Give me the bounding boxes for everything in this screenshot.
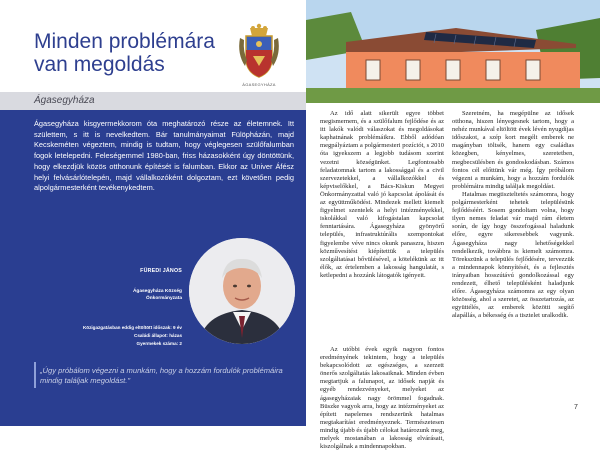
profile-name: FÜREDI JÁNOS bbox=[140, 268, 182, 274]
pull-quote: „Úgy próbálom végezni a munkám, hogy a hozzám fordulók problémáira mindig találjak megoldást." bbox=[40, 366, 283, 385]
body-paragraph: Hatalmas megtiszteltetés számomra, hogy polgármesterként tehetek településünk fejlődéséért. Sosem gondoltam volna, hogy ilyen nemes feladat vár majd rám életem során, de így hogy összefogással haladunk előre, egyre sikeresebbek vagyunk. Ágasegyháza nagy lehetőségekkel rendelkezik, továbbra is kiemelt számomra. Törekszünk a település fejlődésére, tervezzük a mindennapok könnyítését, és a fejlesztés irányaiban hosszútávú gondolkozással egy rendezett, élhető településként haladjunk előre. Ágasegyháza számomra az egy olyan közösség, ahol a szeretet, az összetartozás, az együttélés, az emberek közötti segítő alapállás, a békesség és a tisztelet uralkodik. bbox=[452, 190, 574, 320]
body-paragraph: Az idő alatt sikerült egyre többet megismernem, és a szülőfalum fejlődése és az itt lakók valódi válaszokat és megoldásokat kaphatnának problémáikra. Ebből adódóan megpályáztam a polgármesteri pozíciót, s 2010 óta igyekszem a legjobb tudásom szerint vezetni községünket. Legfontosabb feladatomnak tartom a lakossággal és a civil szervezetekkel, a vállalkozókkel és képviselőkkel, a Bács-Kiskun Megyei Önkormányzattal való jó kapcsolat ápolását és az együttműködést. Mindezek mellett kiemelt figyelmet szentelek a helyi intézményekkel, iskolákkal való kifogástalan kapcsolat fenntartására. Ágasegyháza gyönyörű település, infrastruktúrális szempontokat figyelembe véve nincs okunk panaszra, hiszen közművesítést kiépítettük a település szolgáltatásai bővülésével, a kötelékünk az itt élők, az értelemben a lakosság hangulatát, s ketlepedni a hozzánk látogatók igényeit. bbox=[320, 110, 444, 279]
profile-role bbox=[96, 288, 182, 302]
mayor-portrait bbox=[189, 238, 295, 344]
coat-of-arms-icon bbox=[236, 20, 282, 80]
body-paragraph: Az utóbbi évek egyik nagyon fontos eredményének tekintem, hogy a település bekapcsolódott az egészséges, a szerzett önerős szolgáltatás lakosaiknak. Minden évben megtartjuk a falunapot, az idősek napját és egyéb rendezvényeket, melyeket az ágasegyházaiak nagy örömmel fogadnak. Büszke vagyok arra, hogy az intézményeket az épített napelemes rendszerünk hatalmas megtakarítást eredményeznek. Természetesen mindig újabb és újabb célokat határozunk meg, melyek mostanában a lakosság elvárásait, kiszolgálnak a mindennapokban. bbox=[320, 346, 444, 451]
body-column-1-bottom bbox=[320, 346, 444, 451]
page-title bbox=[34, 30, 234, 76]
title-line-2: van megoldás bbox=[34, 53, 165, 76]
profile-meta-service: Közigazgatásban eddig eltöltött időszak: 9 év bbox=[82, 325, 182, 330]
profile-meta-family: Családi állapot: házas bbox=[134, 333, 182, 338]
profile-role-line-1: Ágasegyháza Község bbox=[132, 289, 182, 294]
body-paragraph: Szeretném, ha megépülne az idősek otthona, hiszen lényegesnek tartom, hogy a nehéz munkával eltöltött évek lévén nyugdíjas időszakot, a szép kort megélt emberek ne magányban töltsék, hanem egy családias közegben, kényelmes, szeretetben, megbecsülésben és gondoskodásban. Számos fontos cél előttünk vár még. Így próbálom végezni a munkám, hogy a hozzám fordulók problémáira mindig találjak megoldást. bbox=[452, 110, 574, 190]
body-column-2 bbox=[452, 110, 574, 320]
crest-caption: ÁGASEGYHÁZA bbox=[242, 82, 276, 87]
profile-role-line-2: Önkormányzata bbox=[146, 296, 182, 301]
profile-meta-children: Gyermekek száma: 2 bbox=[136, 341, 182, 346]
building-photo bbox=[306, 0, 600, 103]
intro-text: Ágasegyháza kisgyermekkorom óta meghatározó része az életemnek. Itt születtem, s itt is nevelkedtem. Bár tanulmányaimat Fülöpházán, majd Kecskeméten végeztem, mindig is tudtam, hogy véglegesen szülőfalumban fogok letelepedni. Feleségemmel 1980-ban, friss házasokként úgy döntöttünk, hogy elkezdjük közös otthonunk építését is falumban. Ekkor az Univer Áfész helyi felvásárlótelepén, majd vállalkozóként dolgoztam, ezt követően pedig alpolgármesterként tevékenykedtem. bbox=[34, 119, 294, 193]
page-number: 7 bbox=[574, 404, 578, 411]
title-line-1: Minden problémára bbox=[34, 30, 215, 53]
section-label: Ágasegyháza bbox=[34, 95, 95, 106]
profile-meta bbox=[34, 324, 182, 348]
body-column-1 bbox=[320, 110, 444, 280]
quote-rule bbox=[34, 362, 36, 388]
